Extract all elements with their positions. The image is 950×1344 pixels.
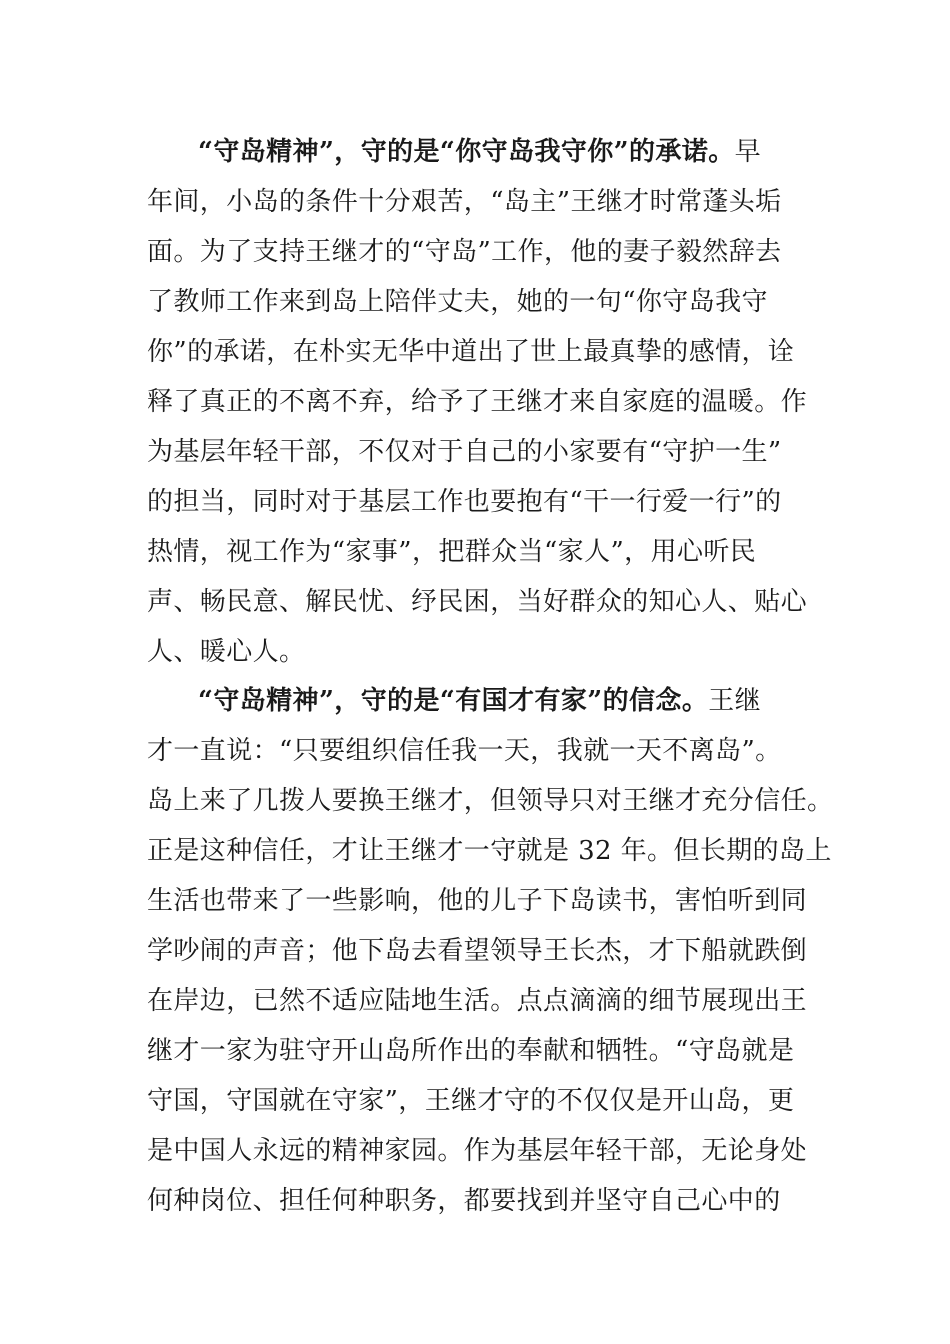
paragraph-1-line-11: 人、暖心人。 [147, 637, 306, 667]
paragraph-2-line-4: 正是这种信任，才让王继才一守就是 32 年。但长期的岛上 [147, 836, 832, 866]
paragraph-2-line-11: 何种岗位、担任何种职务，都要找到并坚守自己心中的 [147, 1186, 781, 1216]
paragraph-2-line-10: 是中国人永远的精神家园。作为基层年轻干部，无论身处 [147, 1136, 808, 1166]
paragraph-1-line-7: 为基层年轻干部，不仅对于自己的小家要有“守护一生” [147, 437, 782, 467]
paragraph-1-text: 早 [734, 137, 762, 167]
paragraph-2-line-8: 继才一家为驻守开山岛所作出的奉献和牺牲。“守岛就是 [147, 1036, 795, 1066]
paragraph-1-line-5: 你”的承诺，在朴实无华中道出了世上最真挚的感情，诠 [147, 337, 795, 367]
paragraph-2-lead-sentence: “守岛精神”，守的是“有国才有家”的信念。 [198, 686, 709, 716]
paragraph-1-line-6: 释了真正的不离不弃，给予了王继才来自家庭的温暖。作 [147, 387, 808, 417]
paragraph-1-line-4: 了教师工作来到岛上陪伴丈夫，她的一句“你守岛我守 [147, 287, 768, 317]
paragraph-1-line-1 [198, 127, 798, 177]
paragraph-2-line-2: 才一直说：“只要组织信任我一天，我就一天不离岛”。 [147, 736, 782, 766]
paragraph-2-line-1 [198, 676, 798, 726]
paragraph-1-line-9: 热情，视工作为“家事”，把群众当“家人”，用心听民 [147, 537, 757, 567]
paragraph-2-line-9: 守国，守国就在守家”，王继才守的不仅仅是开山岛，更 [147, 1086, 795, 1116]
paragraph-1-line-3: 面。为了支持王继才的“守岛”工作，他的妻子毅然辞去 [147, 237, 782, 267]
paragraph-2-text: 王继 [708, 686, 762, 716]
paragraph-1-line-2: 年间，小岛的条件十分艰苦，“岛主”王继才时常蓬头垢 [147, 187, 782, 217]
paragraph-2-line-5: 生活也带来了一些影响，他的儿子下岛读书，害怕听到同 [147, 886, 808, 916]
paragraph-1-line-10: 声、畅民意、解民忧、纾民困，当好群众的知心人、贴心 [147, 587, 808, 617]
paragraph-2-line-7: 在岸边，已然不适应陆地生活。点点滴滴的细节展现出王 [147, 986, 808, 1016]
paragraph-1-lead-sentence: “守岛精神”，守的是“你守岛我守你”的承诺。 [198, 137, 735, 167]
paragraph-1-line-8: 的担当，同时对于基层工作也要抱有“干一行爱一行”的 [147, 487, 782, 517]
paragraph-2-line-3: 岛上来了几拨人要换王继才，但领导只对王继才充分信任。 [147, 786, 834, 816]
paragraph-2-line-6: 学吵闹的声音；他下岛去看望领导王长杰，才下船就跌倒 [147, 936, 808, 966]
